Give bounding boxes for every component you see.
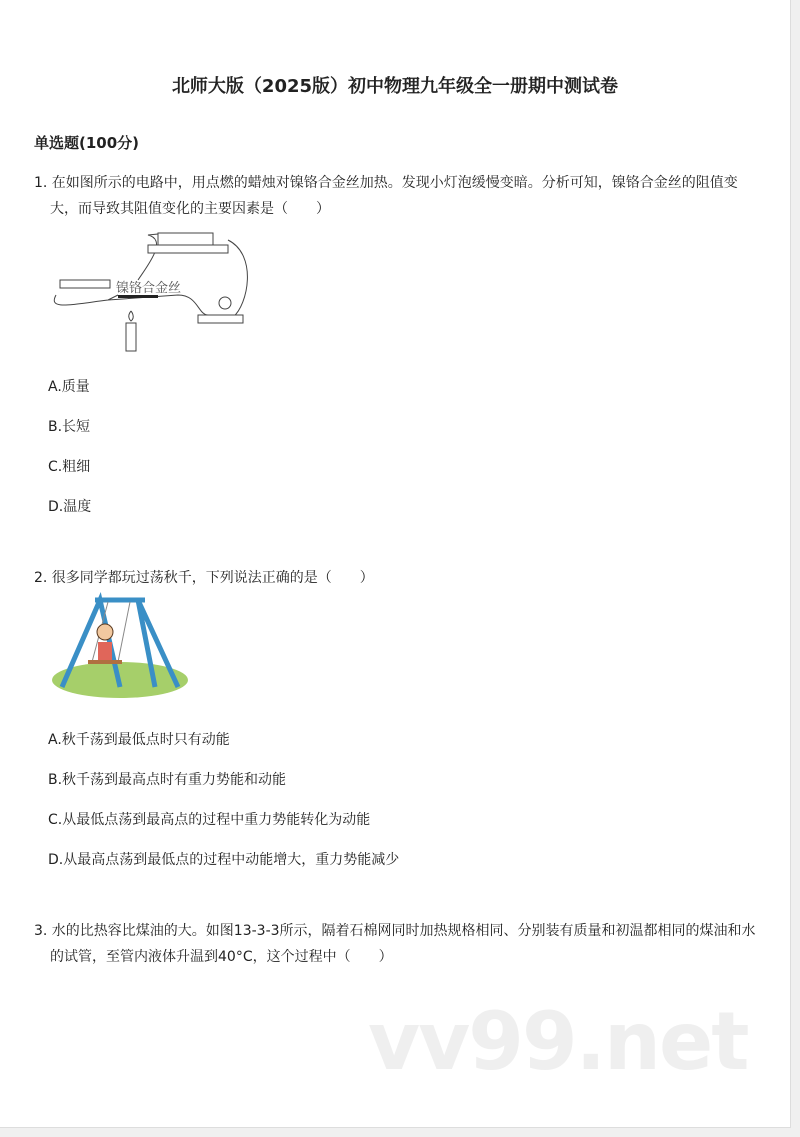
watermark: vv99.net [368, 995, 748, 1088]
option-a[interactable]: A.秋千荡到最低点时只有动能 [48, 732, 230, 748]
option-c[interactable]: C.粗细 [48, 459, 91, 475]
question-2 [34, 565, 764, 591]
section-heading: 单选题(100分) [34, 134, 140, 152]
option-b[interactable]: B.秋千荡到最高点时有重力势能和动能 [48, 772, 287, 788]
page-title: 北师大版（2025版）初中物理九年级全一册期中测试卷 [171, 76, 619, 97]
option-d[interactable]: D.温度 [48, 499, 92, 515]
figure-label: 镍铬合金丝 [116, 281, 182, 296]
option-c[interactable]: C.从最低点荡到最高点的过程中重力势能转化为动能 [48, 812, 371, 828]
question-1 [34, 170, 764, 222]
circuit-figure [48, 225, 258, 355]
swing-figure [50, 592, 195, 702]
question-stem: 2. 很多同学都玩过荡秋千，下列说法正确的是（ ） [34, 570, 374, 586]
question-stem: 3. 水的比热容比煤油的大。如图13-3-3所示，隔着石棉网同时加热规格相同、分别装有质量和初温都相同的煤油和水的试管，至管内液体升温到40°C，这个过程中（ ） [34, 923, 756, 965]
question-stem: 1. 在如图所示的电路中，用点燃的蜡烛对镍铬合金丝加热。发现小灯泡缓慢变暗。分析可知，镍铬合金丝的阻值变大，而导致其阻值变化的主要因素是（ ） [34, 175, 738, 217]
option-b[interactable]: B.长短 [48, 419, 91, 435]
option-a[interactable]: A.质量 [48, 379, 90, 395]
option-d[interactable]: D.从最高点荡到最低点的过程中动能增大，重力势能减少 [48, 852, 400, 868]
question-3 [34, 918, 764, 970]
